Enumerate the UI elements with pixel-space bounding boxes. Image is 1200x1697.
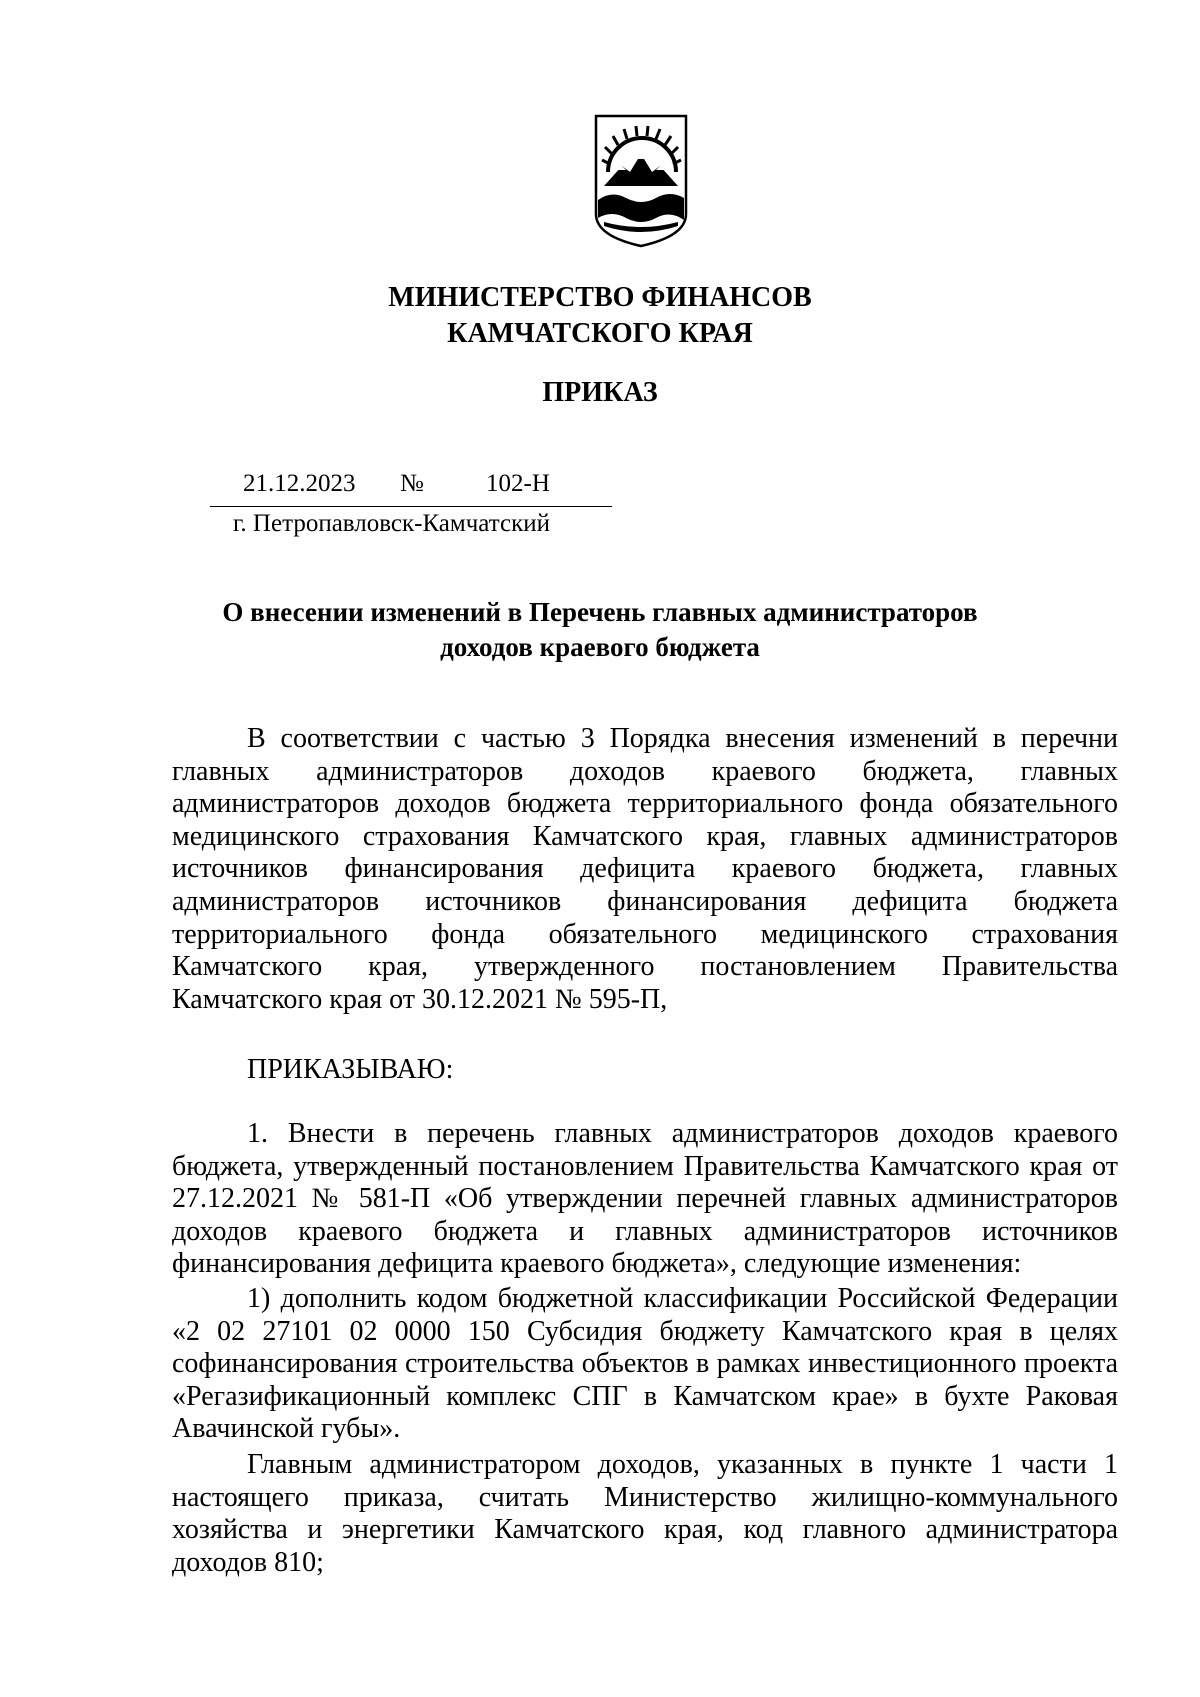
organization-name-line1: МИНИСТЕРСТВО ФИНАНСОВ (388, 282, 812, 313)
order-word: ПРИКАЗЫВАЮ: (247, 1054, 454, 1085)
number-sign: № (400, 470, 424, 497)
item-1-subitem-1-paragraph: 1) дополнить кодом бюджетной классификации Российской Федерации «2 02 27101 02 0000 150 Субсидия бюджету Камчатского края в целях софинансирования строительства объектов в рамках инвестиционного проекта «Регазификационный комплекс СПГ в Камчатском крае» в бухте Раковая Авачинской губы». (172, 1283, 1118, 1445)
document-date: 21.12.2023 (243, 470, 356, 497)
organization-name-line2: КАМЧАТСКОГО КРАЯ (447, 318, 753, 349)
item-1-admin-paragraph: Главным администратором доходов, указанных в пункте 1 части 1 настоящего приказа, считать Министерство жилищно-коммунального хозяйства и энергетики Камчатского края, код главного администратора доходов 810; (172, 1449, 1118, 1578)
subject-line1: О внесении изменений в Перечень главных администраторов (222, 597, 978, 627)
document-number: 102-Н (486, 470, 550, 497)
document-type: ПРИКАЗ (542, 377, 658, 408)
city-name: г. Петропавловск-Камчатский (233, 510, 550, 537)
kamchatka-coat-of-arms-icon (594, 114, 688, 248)
subject-line2: доходов краевого бюджета (440, 632, 760, 662)
item-1-paragraph: 1. Внести в перечень главных администраторов доходов краевого бюджета, утвержденный постановлением Правительства Камчатского края от 27.12.2021 № 581-П «Об утверждении перечней главных администраторов доходов краевого бюджета и главных администраторов источников финансирования дефицита краевого бюджета», следующие изменения: (172, 1118, 1118, 1280)
date-number-line (210, 470, 612, 507)
preamble-paragraph: В соответствии с частью 3 Порядка внесения изменений в перечни главных администраторов доходов краевого бюджета, главных администраторов доходов бюджета территориального фонда обязательного медицинского страхования Камчатского края, главных администраторов источников финансирования дефицита краевого бюджета, главных администраторов источников финансирования дефицита бюджета территориального фонда обязательного медицинского страхования Камчатского края, утвержденного постановлением Правительства Камчатского края от 30.12.2021 № 595-П, (172, 723, 1118, 1015)
